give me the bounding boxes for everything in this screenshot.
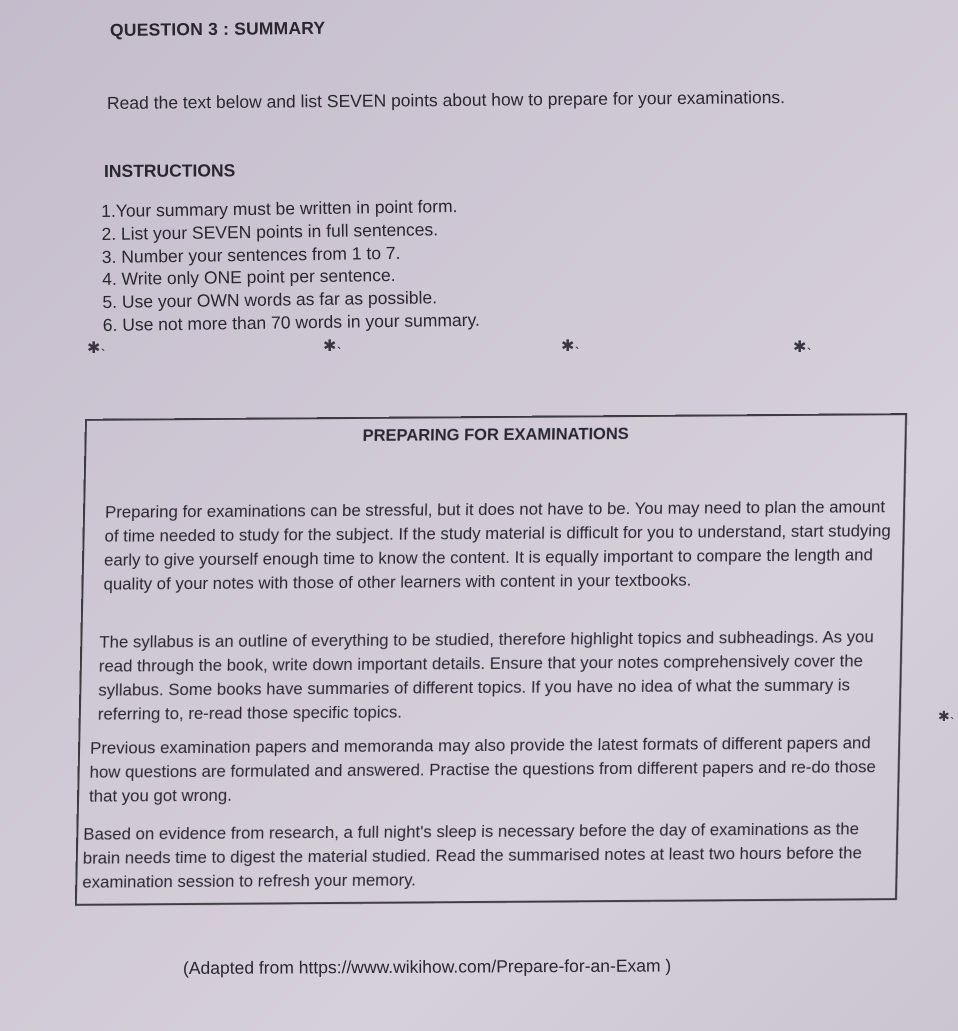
passage-paragraph: Preparing for examinations can be stressful, but it does not have to be. You may need to plan the amount of time needed to study for the subject. If the study material is difficult for you to understand, start studying early to give yourself enough time to know the content. It is equally important to compare the length and quality of your notes with those of other learners with content in your textbooks. [103, 497, 891, 594]
ink-smudge-icon: ✱˴ [793, 339, 812, 356]
instruction-item: 5. Use your OWN words as far as possible. [102, 287, 438, 313]
instruction-item: 6. Use not more than 70 words in your summary. [102, 309, 480, 335]
passage-box [75, 413, 907, 906]
instruction-item: 3. Number your sentences from 1 to 7. [101, 242, 401, 267]
passage-paragraph: The syllabus is an outline of everything to be studied, therefore highlight topics and subheadings. As you read through the book, write down important details. Ensure that your notes comprehensively cover the syllabus. Some books have summaries of different topics. If you have no idea of what the summary is referring to, re-read those specific topics. [97, 627, 874, 724]
ink-smudge-icon: ✱˴ [87, 340, 106, 357]
passage-paragraph: Based on evidence from research, a full night's sleep is necessary before the day of examinations as the brain needs time to digest the material studied. Read the summarised notes at least two hours before the examination session to refresh your memory. [82, 819, 863, 892]
ink-smudge-icon: ✱˴ [323, 338, 342, 355]
passage-paragraph: Previous examination papers and memoranda may also provide the latest formats of different papers and how questions are formulated and answered. Practise the questions from different papers and re-do those that you got wrong. [88, 733, 877, 806]
instruction-item: 2. List your SEVEN points in full sentences. [101, 219, 439, 244]
ink-smudge-icon: ✱˴ [938, 708, 955, 724]
instructions-list [101, 195, 480, 337]
source-citation: (Adapted from https://www.wikihow.com/Prepare-for-an-Exam ) [182, 955, 672, 978]
ink-smudge-icon: ✱˴ [561, 338, 580, 355]
instruction-item: 1.Your summary must be written in point form. [101, 196, 458, 222]
instruction-item: 4. Write only ONE point per sentence. [102, 265, 396, 290]
question-title: QUESTION 3 : SUMMARY [109, 17, 326, 40]
intro-text: Read the text below and list SEVEN points about how to prepare for your examinations. [106, 87, 786, 113]
passage-title: PREPARING FOR EXAMINATIONS [362, 425, 629, 445]
instructions-heading: INSTRUCTIONS [103, 160, 236, 181]
ink-smudges [85, 338, 845, 362]
